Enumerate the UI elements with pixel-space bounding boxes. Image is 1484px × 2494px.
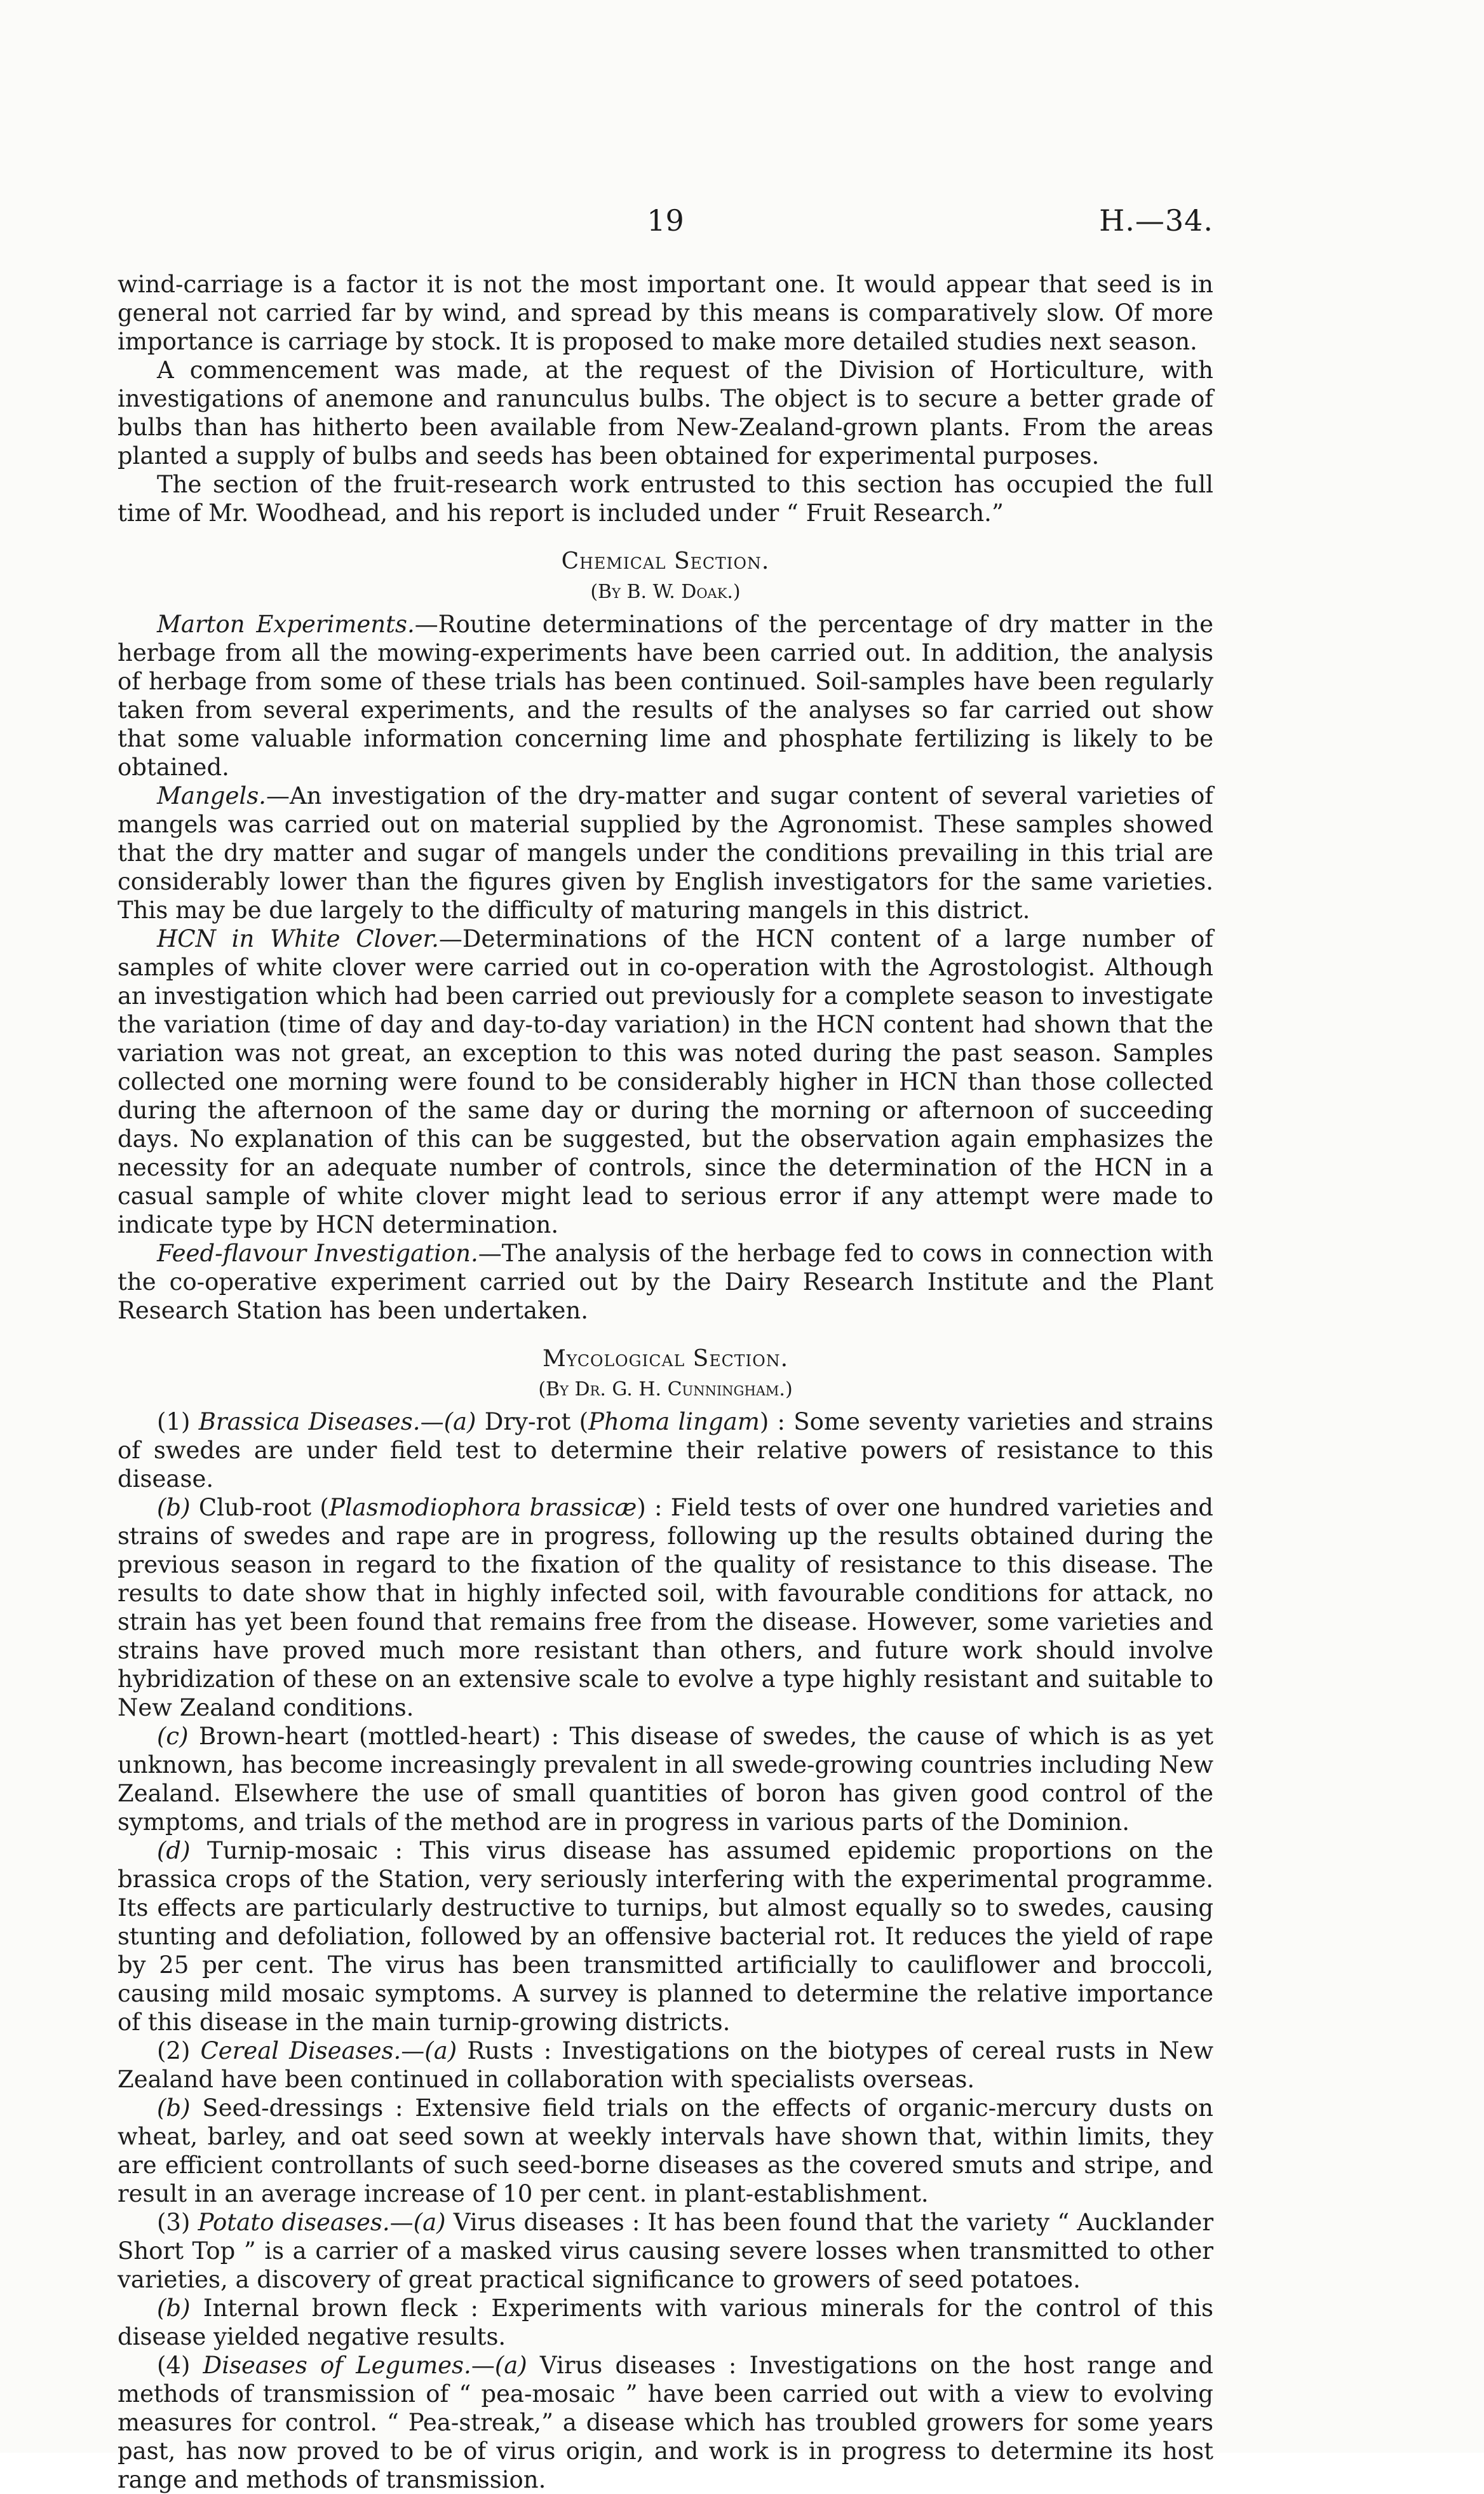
body-text bbox=[118, 270, 1213, 2494]
cereal-heading: Cereal Diseases. bbox=[200, 2037, 401, 2064]
paragraph-potato-virus bbox=[118, 2208, 1213, 2294]
dash: — bbox=[471, 2352, 495, 2379]
mangels-text: —An investigation of the dry-matter and sugar content of several varieties of mangels was carried out on material supplied by the Agronomist. These samples showed that the dry matter and sugar of mangels under the conditions prevailing in this trial are considerably lower than the figures given by English investigators for the same varieties. This may be due largely to the difficulty of maturing mangels in this district. bbox=[118, 782, 1213, 924]
paragraph-brassica-club-root bbox=[118, 1493, 1213, 1722]
mycological-section-title: Mycological Section. bbox=[542, 1346, 789, 1372]
rusts-text: Rusts : Investigations on the biotypes of cereal rusts in New Zealand have been continued in collaboration with specialists overseas. bbox=[118, 2037, 1213, 2093]
paragraph-brassica-turnip-mosaic bbox=[118, 1836, 1213, 2037]
club-root-label: Club-root ( bbox=[190, 1494, 329, 1521]
item-number: (1) bbox=[157, 1408, 199, 1435]
mycological-section-author: (By Dr. G. H. Cunningham.) bbox=[538, 1378, 793, 1400]
hcn-text: —Determinations of the HCN content of a large number of samples of white clover were carried out in co-operation with the Agrostologist. Although an investigation which had been carried out previously for a complete season to investigate the variation (time of day and day-to-day variation) in the HCN content had shown that the variation was not great, an exception to this was noted during the past season. Samples collected one morning were found to be considerably higher in HCN than those collected during the afternoon of the same day or during the morning or afternoon of succeeding days. No explanation of this can be suggested, but the observation again emphasizes the necessity for an adequate number of controls, since the determination of the HCN in a casual sample of white clover might lead to serious error if any attempt were made to indicate type by HCN determination. bbox=[118, 925, 1213, 1238]
marton-text: —Routine determinations of the percentage of dry matter in the herbage from all the mowing-experiments have been carried out. In addition, the analysis of herbage from some of these trials has been continued. Soil-samples have been regularly taken from several experiments, and the results of the analyses so far carried out show that some valuable information concerning lime and phosphate fertilizing is likely to be obtained. bbox=[118, 611, 1213, 781]
punctuation: ) : bbox=[637, 1494, 671, 1521]
paragraph-brassica-brown-heart bbox=[118, 1722, 1213, 1836]
sub-label: (a) bbox=[494, 2352, 527, 2379]
seed-dressings-text: Seed-dressings : Extensive field trials on the effects of organic-mercury dusts on wheat, barley, and oat seed sown at weekly intervals have shown that, within limits, they are efficient controllants of such seed-borne diseases as the covered smuts and stripe, and result in an average increase of 10 per cent. in plant-establishment. bbox=[118, 2094, 1213, 2207]
paragraph-marton-experiments bbox=[118, 610, 1213, 782]
chemical-section-title: Chemical Section. bbox=[561, 548, 770, 574]
dash: — bbox=[401, 2037, 425, 2064]
paragraph-fruit-research: The section of the fruit-research work entrusted to this section has occupied the full time of Mr. Woodhead, and his report is included under “ Fruit Research.” bbox=[118, 471, 1213, 527]
item-number: (3) bbox=[157, 2209, 198, 2236]
document-reference: H.—34. bbox=[1099, 203, 1213, 238]
marton-heading: Marton Experiments. bbox=[157, 611, 415, 638]
brown-fleck-text: Internal brown fleck : Experiments with various minerals for the control of this disease yielded negative results. bbox=[118, 2294, 1213, 2350]
sub-label: (a) bbox=[424, 2037, 457, 2064]
sub-label: (d) bbox=[157, 1837, 191, 1864]
paragraph-bulbs: A commencement was made, at the request of the Division of Horticulture, with investigations of anemone and ranunculus bulbs. The object is to secure a better grade of bulbs than has hitherto been available from New-Zealand-grown plants. From the areas planted a supply of bulbs and seeds has been obtained for experimental purposes. bbox=[118, 356, 1213, 470]
paragraph-mangels bbox=[118, 782, 1213, 925]
sub-label: (c) bbox=[157, 1723, 189, 1750]
brassica-heading: Brassica Diseases. bbox=[198, 1408, 421, 1435]
mangels-heading: Mangels. bbox=[157, 782, 266, 810]
feed-heading: Feed-flavour Investigation. bbox=[157, 1240, 478, 1267]
legumes-heading: Diseases of Legumes. bbox=[203, 2352, 471, 2379]
sub-label: (a) bbox=[443, 1408, 476, 1435]
item-number: (2) bbox=[157, 2037, 201, 2064]
chemical-section-author: (By B. W. Doak.) bbox=[590, 581, 741, 603]
item-number: (4) bbox=[157, 2352, 203, 2379]
sub-label: (b) bbox=[157, 1494, 191, 1521]
paragraph-cereal-rusts bbox=[118, 2037, 1213, 2094]
paragraph-brassica-dry-rot bbox=[118, 1407, 1213, 1493]
page-header bbox=[118, 203, 1213, 254]
dash: — bbox=[389, 2209, 414, 2236]
dry-rot-label: Dry-rot ( bbox=[476, 1408, 589, 1435]
sub-label: (b) bbox=[157, 2294, 191, 2322]
hcn-heading: HCN in White Clover. bbox=[157, 925, 439, 952]
paragraph-legumes-virus bbox=[118, 2351, 1213, 2494]
species-name: Plasmodiophora brassicæ bbox=[328, 1494, 637, 1521]
punctuation: ) : bbox=[759, 1408, 794, 1435]
page-number: 19 bbox=[647, 203, 684, 238]
paragraph-potato-brown-fleck bbox=[118, 2294, 1213, 2351]
club-root-text: Field tests of over one hundred varieties and strains of swedes and rape are in progress, following up the results obtained during the previous season in regard to the fixation of the quality of resistance to this disease. The results to date show that in highly infected soil, with favourable conditions for attack, no strain has yet been found that remains free from the disease. However, some varieties and strains have proved much more resistant than others, and future work should involve hybridization of these on an extensive scale to evolve a type highly resistant and suitable to New Zealand conditions. bbox=[118, 1494, 1213, 1721]
paragraph-feed-flavour bbox=[118, 1239, 1213, 1325]
paragraph-hcn-white-clover bbox=[118, 925, 1213, 1239]
dash: — bbox=[420, 1408, 444, 1435]
species-name: Phoma lingam bbox=[588, 1408, 760, 1435]
brown-heart-text: Brown-heart (mottled-heart) : This disease of swedes, the cause of which is as yet unknown, has become increasingly prevalent in all swede-growing countries including New Zealand. Elsewhere the use of small quantities of boron has given good control of the symptoms, and trials of the method are in progress in various parts of the Dominion. bbox=[118, 1723, 1213, 1836]
sub-label: (b) bbox=[157, 2094, 191, 2122]
turnip-mosaic-text: Turnip-mosaic : This virus disease has assumed epidemic proportions on the brassica crops of the Station, very seriously interfering with the experimental programme. Its effects are particularly destructive to turnips, but almost equally so to swedes, causing stunting and defoliation, followed by an offensive bacterial rot. It reduces the yield of rape by 25 per cent. The virus has been transmitted artificially to cauliflower and broccoli, causing mild mosaic symptoms. A survey is planned to determine the relative importance of this disease in the main turnip-growing districts. bbox=[118, 1837, 1213, 2036]
potato-virus-text: Virus diseases : It has been found that the variety “ Aucklander Short Top ” is a carrier of a masked virus causing severe losses when transmitted to other varieties, a discovery of great practical significance to growers of seed potatoes. bbox=[118, 2209, 1214, 2293]
potato-heading: Potato diseases. bbox=[198, 2209, 390, 2236]
paragraph-wind-carriage: wind-carriage is a factor it is not the most important one. It would appear that seed is in general not carried far by wind, and spread by this means is comparatively slow. Of more importance is carriage by stock. It is proposed to make more detailed studies next season. bbox=[118, 271, 1213, 355]
feed-text: —The analysis of the herbage fed to cows in connection with the co-operative experiment carried out by the Dairy Research Institute and the Plant Research Station has been undertaken. bbox=[118, 1240, 1213, 1324]
paragraph-cereal-seed-dressings bbox=[118, 2094, 1213, 2208]
dry-rot-text: Some seventy varieties and strains of swedes are under field test to determine their relative powers of resistance to this disease. bbox=[118, 1408, 1213, 1493]
legumes-virus-text: Virus diseases : Investigations on the host range and methods of transmission of “ pea-mosaic ” have been carried out with a view to evolving measures for control. “ Pea-streak,” a disease which has troubled growers for some years past, has now proved to be of virus origin, and work is in progress to determine its host range and methods of transmission. bbox=[118, 2352, 1213, 2493]
sub-label: (a) bbox=[413, 2209, 446, 2236]
